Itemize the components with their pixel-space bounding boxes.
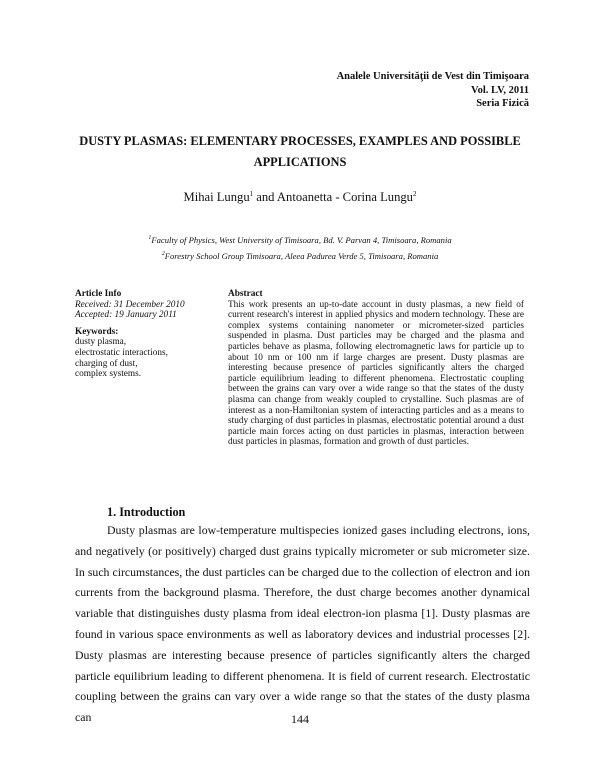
page-number: 144 [291,712,309,726]
affiliation-2 [0,248,600,264]
body-text [75,520,530,728]
author-connector: and [253,190,277,204]
author-2-affil: 2 [412,189,417,198]
keyword: complex systems. [75,369,142,380]
author-1: Mihai Lungu [183,190,250,204]
author-2: Antoanetta - Corina Lungu [276,190,413,204]
abstract-text: This work presents an up-to-date account in dusty plasmas, a new field of current research's interest in applied physics and modern technology. These are complex systems containing nanometer or micrometer-sized particles suspended in plasma. Dust particles may be charged and the plasma and particles behave as plasma, following electromagnetic laws for particle up to about 10 nm or 100 nm if large charges are present. Dusty plasmas are interesting because presence of particles significantly alters the charged particle equilibrium leading to different phenomena. Electrostatic coupling between the grains can vary over a wide range so that the states of the dusty plasma can change from weakly coupled to crystalline. Such plasmas are of interest as a non-Hamiltonian system of interacting particles and as a means to study charging of dust particles in plasmas, electrostatic potential around a dust particle main forces acting on dust particles in plasmas, interaction between dust particles in plasmas, formation and growth of dust particles. [228,299,524,448]
author-1-affil: 1 [249,189,254,198]
affiliation-2-text: Forestry School Group Timisoara, Aleea Padurea Verde 5, Timisoara, Romania [164,251,439,261]
article-info-heading: Article Info [75,289,122,299]
journal-name: Analele Universităţii de Vest din Timişoara [336,71,529,82]
body-paragraph: Dusty plasmas are low-temperature multispecies ionized gases including electrons, ions, and negatively (or positively) charged dust grains typically micrometer or sub micrometer size. In such circumstances, the dust particles can be charged due to the collection of electron and ion currents from the background plasma. Therefore, the dust charge becomes another dynamical variable that distinguishes dusty plasma from ideal electron-ion plasma [1]. Dusty plasmas are found in various space environments as well as laboratory devices and industrial processes [2]. Dusty plasmas are interesting because presence of particles significantly alters the charged particle equilibrium leading to different phenomena. It is field of current research. Electrostatic coupling between the grains can vary over a wide range so that the states of the dusty plasma can [75,523,530,725]
article-info [75,289,215,380]
abstract [228,289,524,448]
keywords-heading: Keywords: [75,326,119,337]
keyword: dusty plasma, [75,337,127,348]
affiliations [0,232,600,264]
abstract-heading: Abstract [228,289,263,299]
journal-header [337,70,529,111]
accepted-date: Accepted: 19 January 2011 [75,310,177,321]
journal-volume: Vol. LV, 2011 [471,84,529,96]
paper-title: DUSTY PLASMAS: ELEMENTARY PROCESSES, EXAMPLES AND POSSIBLE APPLICATIONS [79,134,521,169]
section-heading: 1. Introduction [107,505,186,519]
author-line [0,190,600,205]
keyword: charging of dust, [75,358,138,369]
received-date: Received: 31 December 2010 [75,299,185,310]
journal-series: Seria Fizică [476,98,529,109]
affiliation-2-mark: 2 [161,251,165,258]
keyword: electrostatic interactions, [75,347,168,358]
affiliation-1-text: Faculty of Physics, West University of Timisoara, Bd. V. Parvan 4, Timisoara, Romania [151,235,452,245]
affiliation-1-mark: 1 [148,235,152,242]
affiliation-1 [0,232,600,248]
